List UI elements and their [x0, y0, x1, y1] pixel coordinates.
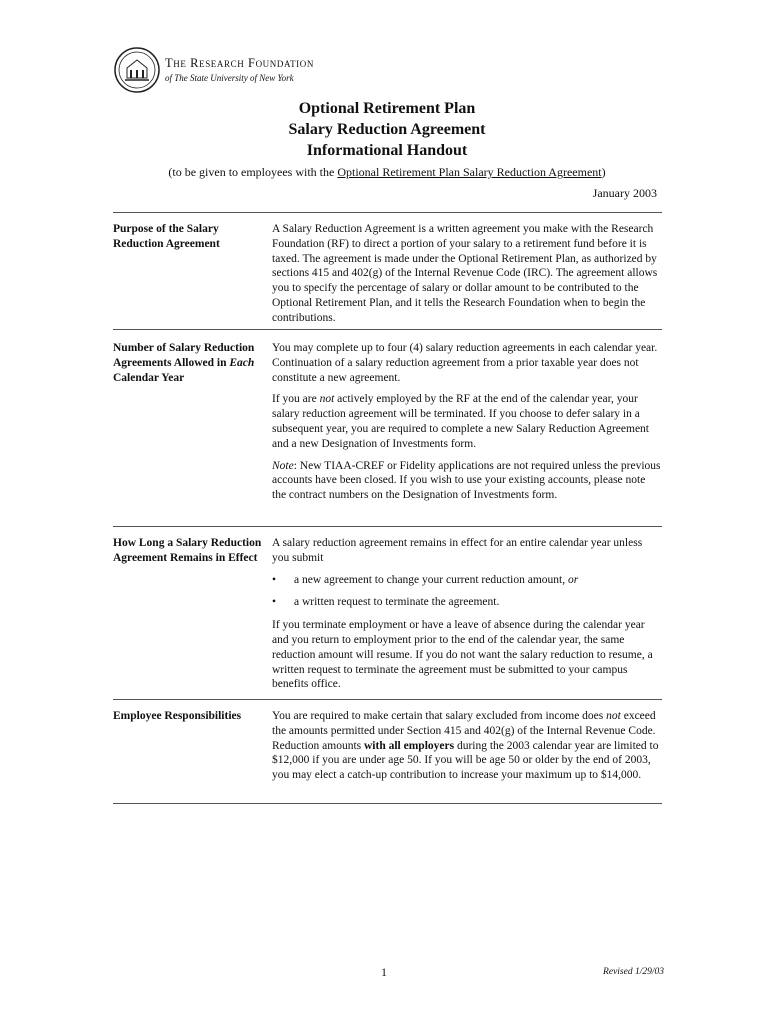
divider: [113, 329, 662, 330]
list-item: • a new agreement to change your current reduction amount, or: [272, 573, 579, 586]
paragraph: A Salary Reduction Agreement is a written agreement you make with the Research Foundation (RF) to direct a portion of your salary to a retirement fund before it is taxed. The agreement is made under the Optional Retirement Plan, as authorized by sections 415 and 402(g) of the Internal Revenue Code (IRC). The agreement allows you to specify the percentage of salary or dollar amount to be contributed to the Optional Retirement Plan, and it tells the Research Foundation when to begin the contributions.: [272, 223, 658, 324]
document-subtitle: (to be given to employees with the Optional Retirement Plan Salary Reduction Agreement): [168, 165, 606, 179]
paragraph: A salary reduction agreement remains in effect for an entire calendar year unless you submit: [272, 537, 643, 564]
research-foundation-logo: [113, 46, 343, 98]
section-body-employee: [272, 709, 662, 790]
revised-date: Revised 1/29/03: [603, 967, 664, 977]
section-heading-employee: Employee Responsibilities: [113, 710, 242, 722]
bullet-icon: •: [272, 596, 277, 609]
title-line-1: Optional Retirement Plan: [298, 100, 476, 117]
logo-subtitle: of The State University of New York: [165, 73, 294, 83]
section-body-howlong: [272, 536, 662, 699]
agreement-link: Optional Retirement Plan Salary Reduction Agreement: [337, 165, 602, 179]
bullet-icon: •: [272, 573, 277, 586]
section-body-purpose: [272, 222, 662, 333]
paragraph: If you terminate employment or have a leave of absence during the calendar year and you return to employment prior to the end of the calendar year, the same reduction amount will resume. If you do not want the salary reduction to resume, a written request to terminate the agreement must be submitted to your campus benefits office.: [272, 619, 653, 691]
seal-icon: [113, 46, 161, 94]
section-body-number: [272, 341, 662, 510]
page-number: 1: [381, 965, 387, 979]
note-paragraph: Note: New TIAA-CREF or Fidelity applications are not required unless the previous accounts have been closed. If you wish to use your existing accounts, please note the contract numbers on the Designation of Investments form.: [272, 459, 661, 502]
section-heading-howlong: How Long a Salary Reduction Agreement Remains in Effect: [113, 537, 262, 564]
divider: [113, 803, 662, 804]
document-title: [113, 98, 661, 180]
divider: [113, 526, 662, 527]
paragraph: You may complete up to four (4) salary reduction agreements in each calendar year. Continuation of a salary reduction agreement from a prior taxable year does not constitute a new agreement.: [272, 342, 658, 384]
section-heading-purpose: Purpose of the Salary Reduction Agreement: [113, 223, 220, 250]
list-item: • a written request to terminate the agreement.: [272, 596, 500, 609]
divider: [113, 699, 662, 700]
divider: [113, 212, 662, 213]
document-date: January 2003: [592, 186, 657, 200]
logo-name: The Research Foundation: [165, 56, 314, 70]
title-line-2: Salary Reduction Agreement: [288, 121, 486, 138]
title-line-3: Informational Handout: [306, 142, 468, 159]
section-heading-number: Number of Salary Reduction Agreements Allowed in Each Calendar Year: [113, 342, 255, 384]
paragraph: You are required to make certain that salary excluded from income does not exceed the amounts permitted under Section 415 and 402(g) of the Internal Revenue Code. Reduction amounts with all employers during the 2003 calendar year are limited to $12,000 if you are under age 50. If you will be age 50 or older by the end of 2003, you may elect a catch-up contribution to increase your maximum up to $14,000.: [272, 710, 659, 782]
paragraph: If you are not actively employed by the RF at the end of the calendar year, your salary reduction agreement will be terminated. If you choose to defer salary in a subsequent year, you are required to complete a new Salary Reduction Agreement and a new Designation of Investments form.: [272, 393, 649, 450]
